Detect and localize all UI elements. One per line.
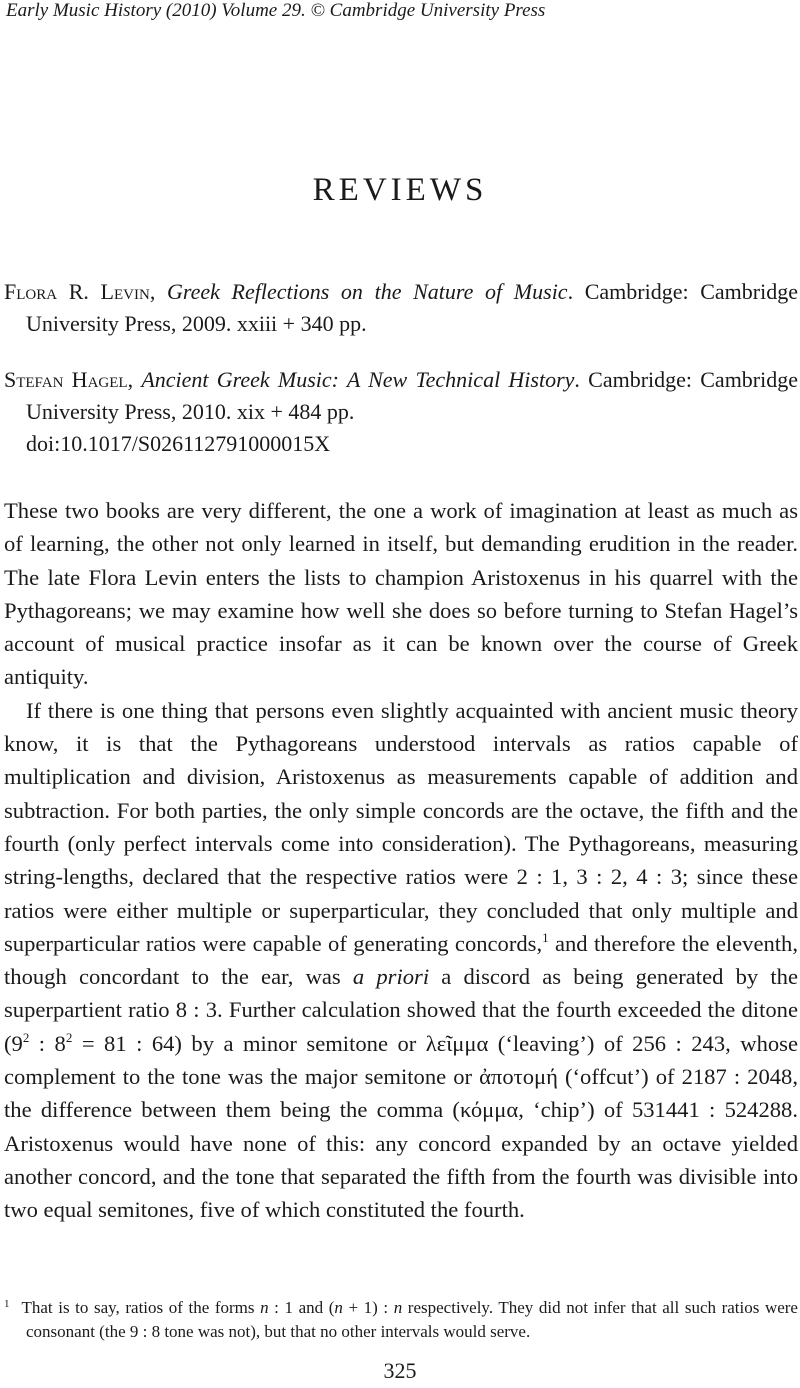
footnote-number: 1 [4,1298,10,1310]
review-book-title: Ancient Greek Music: A New Technical History [141,367,575,392]
review-references [4,276,798,484]
section-title: REVIEWS [312,172,488,208]
review-publication-details: . Cambridge: Cambridge University Press, 2010. xix + 484 pp. [26,367,799,424]
paragraph: If there is one thing that persons even slightly acquainted with ancient music theory know, it is that the Pythagoreans understood intervals as ratios capable of multiplication and division, Aristoxenus as measurements capable of addition and subtraction. For both parties, the only simple concords are the octave, the fifth and the fourth (only perfect intervals come into consideration). The Pythagoreans, measuring string-lengths, declared that the respective ratios were 2 : 1, 3 : 2, 4 : 3; since these ratios were either multiple or superparticular, they concluded that only multiple and superparticular ratios were capable of generating concords,$^1$ and therefore the eleventh, though concordant to the ear, was a priori a discord as being generated by the superpartient ratio 8 : 3. Further calculation showed that the fourth exceeded the ditone ($9^2$ : $8^2 = 81$ : 64) by a minor semitone or λεῖμμα (‘leaving’) of 256 : 243, whose complement to the tone was the major semitone or ἀποτομή (‘offcut’) of 2187 : 2048, the difference between them being the comma (κόμμα, ‘chip’) of 531441 : 524288. Aristoxenus would have none of this: any concord expanded by an octave yielded another concord, and the tone that separated the fifth from the fourth was divisible into two equal semitones, five of which constituted the fourth. [4,697,798,1223]
page-number: 325 [383,1358,417,1383]
review-publication-details: . Cambridge: Cambridge University Press, 2009. xxiii + 340 pp. [26,279,798,336]
doi: doi:10.1017/S026112791000015X [26,431,331,456]
review-reference-hagel: Stefan Hagel, Ancient Greek Music: A New Technical History. Cambridge: Cambridge University Press, 2010. xix + 484 pp. doi:10.1017/S026112791000015X [4,367,799,456]
review-reference-levin: Flora R. Levin, Greek Reflections on the Nature of Music. Cambridge: Cambridge University Press, 2009. xxiii + 340 pp. [4,279,798,336]
running-head: Early Music History (2010) Volume 29. © Cambridge University Press [6,0,546,21]
review-body [4,494,798,1227]
paragraph: These two books are very different, the one a work of imagination at least as much as of learning, the other not only learned in itself, but demanding erudition in the reader. The late Flora Levin enters the lists to champion Aristoxenus in his quarrel with the Pythagoreans; we may examine how well she does so before turning to Stefan Hagel’s account of musical practice insofar as it can be known over the course of Greek antiquity. [4,498,798,690]
review-author: Flora R. Levin [4,279,150,304]
footnote-reference[interactable]: 1 [542,929,549,945]
review-book-title: Greek Reflections on the Nature of Music [166,279,568,304]
review-author: Stefan Hagel [4,367,128,392]
footnote: $^1$ That is to say, ratios of the forms n : 1 and (n + 1) : n respectively. They did not infer that all such ratios were consonant (the 9 : 8 tone was not), but that no other intervals would serve. [4,1298,798,1341]
